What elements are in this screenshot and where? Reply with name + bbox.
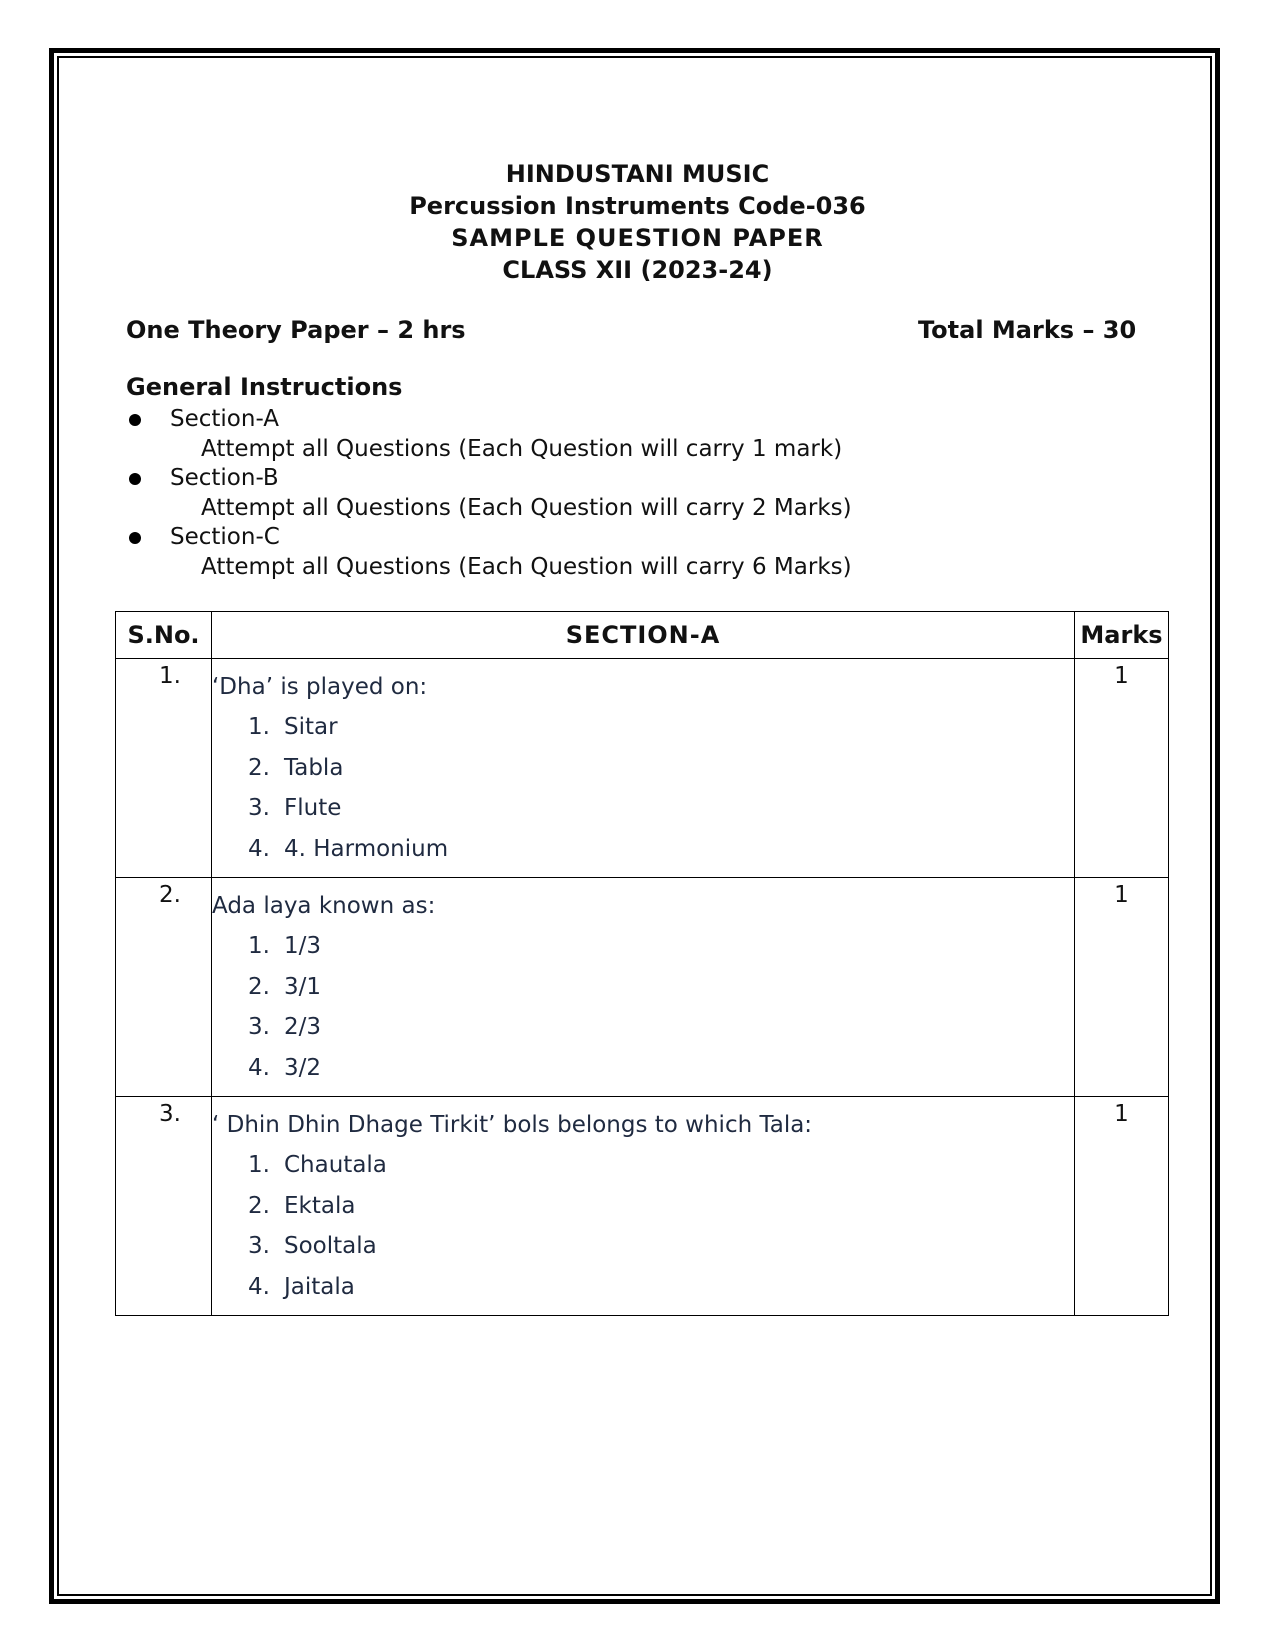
questions-table: [115, 611, 1169, 1316]
option-number: 4.: [248, 1054, 270, 1081]
option-item: [248, 1007, 1074, 1048]
option-item: [248, 748, 1074, 789]
question-cell: [212, 1097, 1075, 1316]
option-number: 3.: [248, 795, 270, 821]
option-number: 3.: [248, 1014, 270, 1040]
question-cell: [212, 878, 1075, 1097]
total-marks: Total Marks – 30: [918, 316, 1137, 344]
option-item: [248, 829, 1074, 870]
option-text: Tabla: [284, 754, 344, 781]
option-number: 4.: [248, 1273, 270, 1300]
option-text: Flute: [284, 795, 342, 821]
option-text: Ektala: [284, 1192, 356, 1219]
instruction-section: Section-B: [170, 465, 279, 491]
option-list: [212, 1145, 1074, 1307]
table-row: [116, 1097, 1169, 1316]
option-item: [248, 1226, 1074, 1267]
table-header-row: [116, 612, 1169, 659]
instruction-item: [126, 464, 852, 494]
option-number: 2.: [248, 1192, 270, 1219]
option-item: [248, 1186, 1074, 1227]
option-list: [212, 926, 1074, 1088]
option-text: 3/1: [284, 973, 322, 1000]
option-number: 4.: [248, 835, 270, 862]
option-text: 3/2: [284, 1054, 322, 1081]
instructions-list: [126, 405, 852, 582]
option-item: [248, 926, 1074, 967]
option-text: 4. Harmonium: [284, 835, 449, 862]
instruction-item: [126, 405, 852, 435]
question-stem: ‘Dha’ is played on:: [212, 674, 428, 700]
paper-header: [0, 158, 1275, 286]
option-text: Jaitala: [284, 1273, 355, 1300]
option-number: 1.: [248, 1152, 270, 1178]
option-item: [248, 1267, 1074, 1308]
question-number: 3.: [116, 1097, 212, 1316]
option-text: Sitar: [284, 714, 338, 740]
question-marks: 1: [1075, 1097, 1169, 1316]
question-number: 2.: [116, 878, 212, 1097]
question-stem: Ada laya known as:: [212, 893, 436, 919]
option-item: [248, 788, 1074, 829]
option-item: [248, 1145, 1074, 1186]
paper-duration: One Theory Paper – 2 hrs: [126, 316, 466, 344]
option-list: [212, 707, 1074, 869]
question-cell: [212, 659, 1075, 878]
header-marks: Marks: [1075, 612, 1169, 659]
option-number: 1.: [248, 714, 270, 740]
header-paper-type: SAMPLE QUESTION PAPER: [451, 224, 824, 252]
instruction-text: Attempt all Questions (Each Question will carry 2 Marks): [201, 494, 852, 521]
bullet-icon: [129, 532, 141, 544]
header-code: Percussion Instruments Code-036: [409, 192, 866, 220]
option-number: 1.: [248, 933, 270, 959]
bullet-icon: [129, 473, 141, 485]
option-number: 3.: [248, 1233, 270, 1259]
instruction-item: [126, 523, 852, 553]
table-row: [116, 878, 1169, 1097]
option-text: 1/3: [284, 933, 322, 959]
question-number: 1.: [116, 659, 212, 878]
bullet-icon: [129, 414, 141, 426]
header-section: SECTION-A: [212, 612, 1075, 659]
instruction-section: Section-C: [170, 524, 280, 550]
option-number: 2.: [248, 973, 270, 1000]
question-stem: ‘ Dhin Dhin Dhage Tirkit’ bols belongs to which Tala:: [212, 1112, 813, 1138]
instruction-text: Attempt all Questions (Each Question will carry 1 mark): [201, 435, 843, 462]
question-marks: 1: [1075, 878, 1169, 1097]
header-sno: S.No.: [116, 612, 212, 659]
option-item: [248, 967, 1074, 1008]
header-class: CLASS XII (2023-24): [502, 256, 773, 284]
option-item: [248, 707, 1074, 748]
table-row: [116, 659, 1169, 878]
option-text: Chautala: [284, 1152, 387, 1178]
instruction-text: Attempt all Questions (Each Question will carry 6 Marks): [201, 553, 852, 580]
option-text: Sooltala: [284, 1233, 377, 1259]
question-marks: 1: [1075, 659, 1169, 878]
option-text: 2/3: [284, 1014, 322, 1040]
header-subject: HINDUSTANI MUSIC: [505, 160, 770, 188]
instruction-section: Section-A: [170, 406, 279, 432]
option-number: 2.: [248, 754, 270, 781]
instructions-title: General Instructions: [126, 373, 403, 401]
option-item: [248, 1048, 1074, 1089]
